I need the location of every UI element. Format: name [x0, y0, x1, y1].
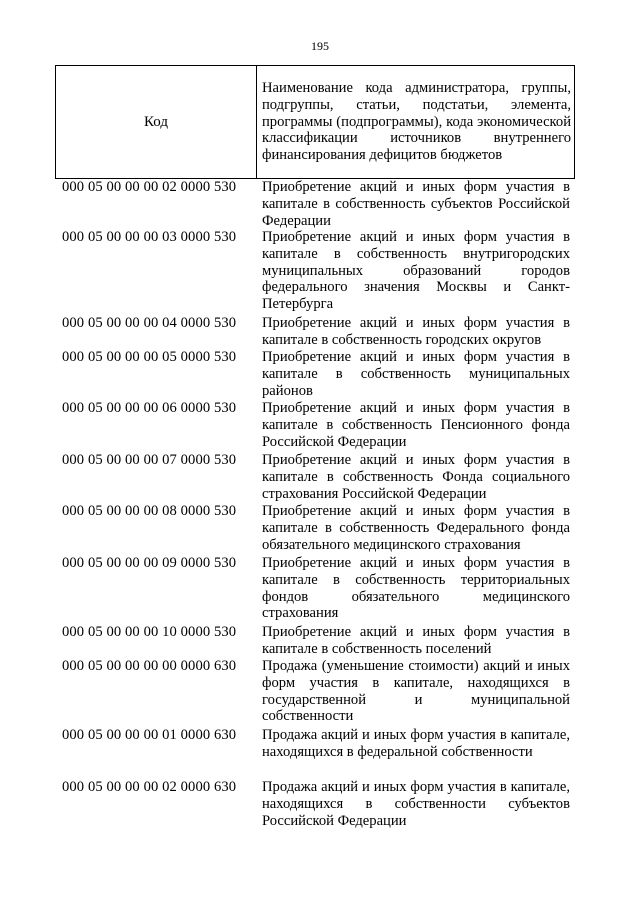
header-name-label: Наименование кода администратора, группы, подгруппы, статьи, подстатьи, элемента, программы (подпрограммы), кода экономической классификации источников внутреннего финансирования дефицитов бюджетов: [257, 66, 575, 179]
row-name: Продажа акций и иных форм участия в капитале, находящихся в федеральной собственности: [262, 727, 570, 760]
row-code: 000 05 00 00 00 07 0000 530: [62, 452, 237, 468]
row-name: Приобретение акций и иных форм участия в капитале в собственность муниципальных районов: [262, 349, 570, 399]
row-code: 000 05 00 00 00 01 0000 630: [62, 727, 237, 743]
row-code: 000 05 00 00 00 09 0000 530: [62, 555, 237, 571]
row-code: 000 05 00 00 00 03 0000 530: [62, 229, 237, 245]
row-name: Приобретение акций и иных форм участия в капитале в собственность субъектов Российской Федерации: [262, 179, 570, 229]
row-name: Приобретение акций и иных форм участия в капитале в собственность городских округов: [262, 315, 570, 348]
row-code: 000 05 00 00 00 04 0000 530: [62, 315, 237, 331]
row-name: Приобретение акций и иных форм участия в капитале в собственность поселений: [262, 624, 570, 657]
classification-table-header: [55, 65, 575, 179]
row-code: 000 05 00 00 00 02 0000 530: [62, 179, 237, 195]
row-name: Приобретение акций и иных форм участия в капитале в собственность Федерального фонда обязательного медицинского страхования: [262, 503, 570, 553]
row-code: 000 05 00 00 00 10 0000 530: [62, 624, 237, 640]
page-number: 195: [311, 39, 329, 53]
row-name: Приобретение акций и иных форм участия в капитале в собственность внутригородских муниципальных образований городов федерального значения Москвы и Санкт-Петербурга: [262, 229, 570, 313]
row-code: 000 05 00 00 00 05 0000 530: [62, 349, 237, 365]
row-name: Приобретение акций и иных форм участия в капитале в собственность территориальных фондов обязательного медицинского страхования: [262, 555, 570, 622]
row-name: Продажа (уменьшение стоимости) акций и иных форм участия в капитале, находящихся в государственной и муниципальной собственности: [262, 658, 570, 725]
row-code: 000 05 00 00 00 08 0000 530: [62, 503, 237, 519]
row-name: Продажа акций и иных форм участия в капитале, находящихся в собственности субъектов Российской Федерации: [262, 779, 570, 829]
row-code: 000 05 00 00 00 06 0000 530: [62, 400, 237, 416]
row-name: Приобретение акций и иных форм участия в капитале в собственность Пенсионного фонда Российской Федерации: [262, 400, 570, 450]
header-row: [56, 66, 575, 179]
row-code: 000 05 00 00 00 00 0000 630: [62, 658, 237, 674]
header-code-label: Код: [56, 66, 257, 179]
row-code: 000 05 00 00 00 02 0000 630: [62, 779, 237, 795]
row-name: Приобретение акций и иных форм участия в капитале в собственность Фонда социального страхования Российской Федерации: [262, 452, 570, 502]
